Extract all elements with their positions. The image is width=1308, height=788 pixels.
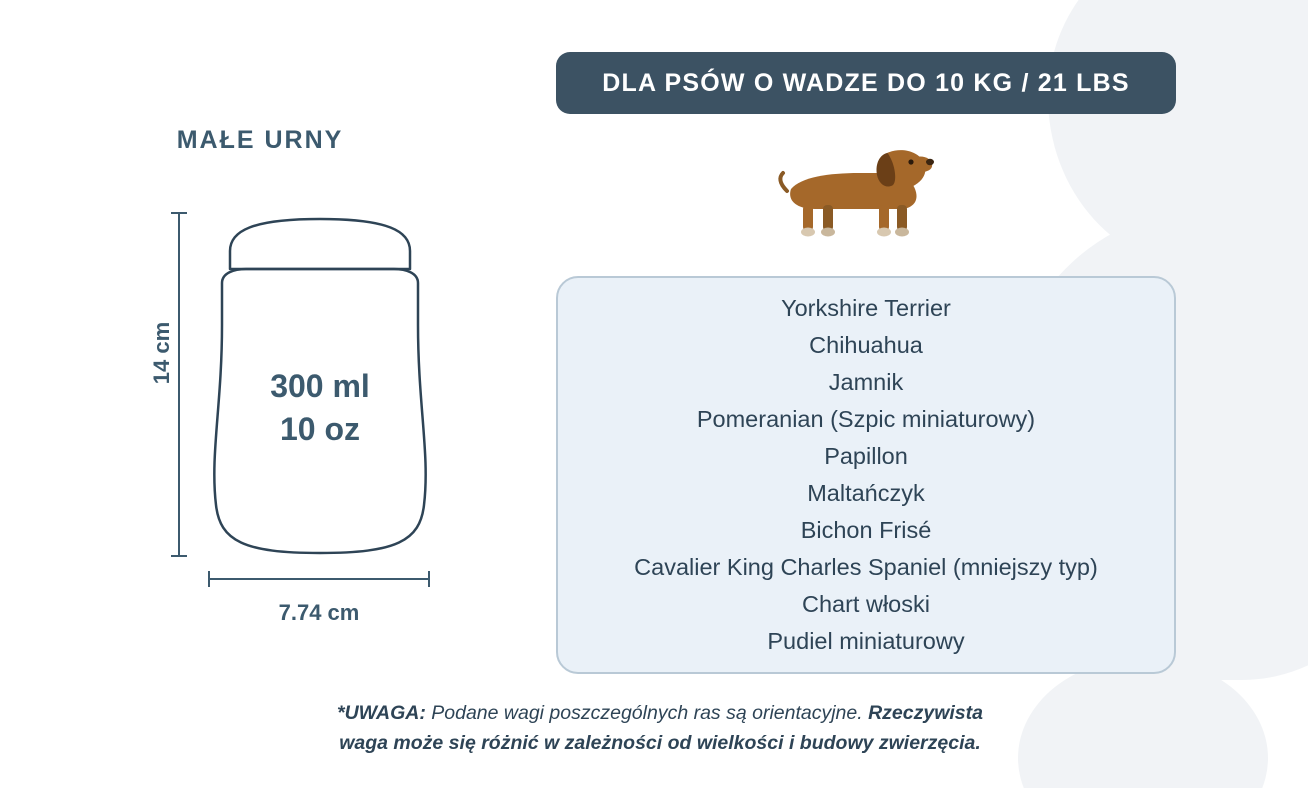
list-item: Pudiel miniaturowy xyxy=(767,628,965,654)
urn-volume-text xyxy=(200,365,440,451)
list-item: Chihuahua xyxy=(809,332,923,358)
footnote-line2-bold: waga może się różnić w zależności od wielkości i budowy zwierzęcia. xyxy=(339,732,981,754)
list-item: Chart włoski xyxy=(802,591,930,617)
weight-banner: DLA PSÓW O WADZE DO 10 KG / 21 LBS xyxy=(556,52,1176,114)
breeds-list-box xyxy=(556,276,1176,674)
list-item: Yorkshire Terrier xyxy=(781,295,951,321)
footnote-line1-bold: Rzeczywista xyxy=(868,702,983,724)
urn-diagram-panel xyxy=(0,0,520,788)
list-item: Cavalier King Charles Spaniel (mniejszy typ) xyxy=(634,554,1098,580)
footnote-prefix: *UWAGA: xyxy=(337,702,426,724)
list-item: Pomeranian (Szpic miniaturowy) xyxy=(696,406,1036,432)
list-item: Maltańczyk xyxy=(807,480,925,506)
list-item: Papillon xyxy=(824,443,908,469)
dachshund-icon xyxy=(775,133,935,248)
list-item: Bichon Frisé xyxy=(800,517,932,543)
breeds-panel xyxy=(520,0,1308,788)
urn-volume-ml: 300 ml xyxy=(270,368,370,404)
footnote-line1-normal: Podane wagi poszczególnych ras są orientacyjne. xyxy=(425,702,869,724)
urn-volume-oz: 10 oz xyxy=(279,411,361,448)
width-dimension-line xyxy=(208,578,430,580)
height-dimension-line xyxy=(178,212,180,557)
urn-section-title: MAŁE URNY xyxy=(176,126,344,154)
list-item: Jamnik xyxy=(828,369,904,395)
height-dimension-label: 14 cm xyxy=(149,321,175,385)
width-dimension-label: 7.74 cm xyxy=(278,600,360,625)
